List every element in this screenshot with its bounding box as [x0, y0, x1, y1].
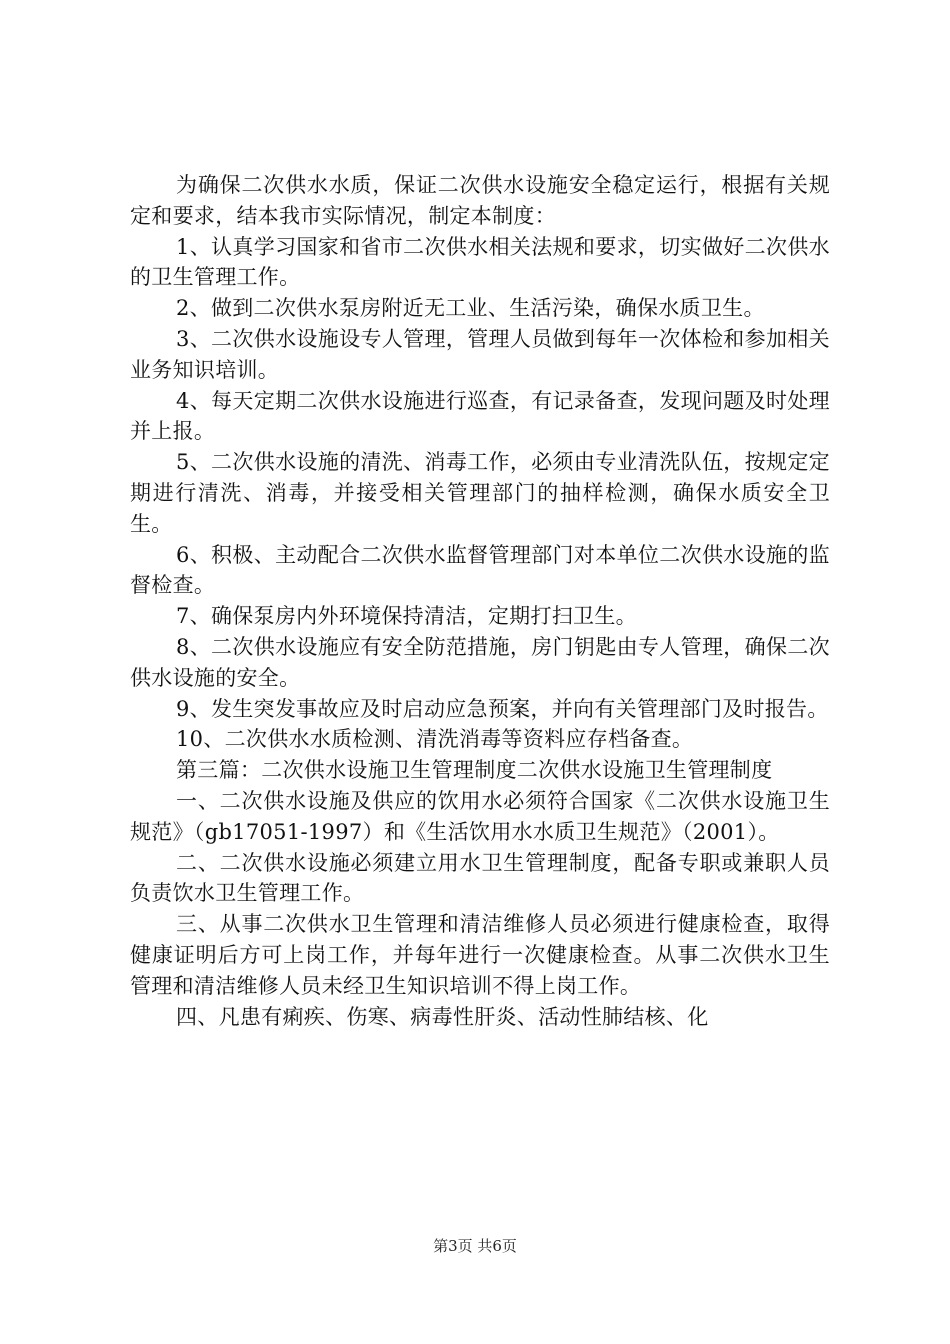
paragraph-intro: 为确保二次供水水质，保证二次供水设施安全稳定运行，根据有关规定和要求，结本我市实际情况，制定本制度： [130, 173, 830, 228]
paragraph-item-6: 6、积极、主动配合二次供水监督管理部门对本单位二次供水设施的监督检查。 [130, 542, 830, 598]
paragraph-item-3: 3、二次供水设施设专人管理，管理人员做到每年一次体检和参加相关业务知识培训。 [130, 326, 830, 382]
paragraph-item-8: 8、二次供水设施应有安全防范措施，房门钥匙由专人管理，确保二次供水设施的安全。 [130, 634, 830, 690]
paragraph-item-10: 10、二次供水水质检测、清洗消毒等资料应存档备查。 [176, 727, 694, 752]
paragraph-rule-4: 四、凡患有痢疾、伤寒、病毒性肝炎、活动性肺结核、化 [176, 1004, 709, 1029]
paragraph-rule-3: 三、从事二次供水卫生管理和清洁维修人员必须进行健康检查，取得健康证明后方可上岗工作，并每年进行一次健康检查。从事二次供水卫生管理和清洁维修人员未经卫生知识培训不得上岗工作。 [130, 912, 830, 998]
page-number-footer: 第3页 共6页 [433, 1237, 517, 1255]
paragraph-item-7: 7、确保泵房内外环境保持清洁，定期打扫卫生。 [176, 604, 637, 629]
paragraph-item-2: 2、做到二次供水泵房附近无工业、生活污染，确保水质卫生。 [176, 296, 765, 321]
paragraph-rule-2: 二、二次供水设施必须建立用水卫生管理制度，配备专职或兼职人员负责饮水卫生管理工作。 [130, 850, 830, 906]
document-body [130, 170, 830, 1032]
paragraph-item-4: 4、每天定期二次供水设施进行巡查，有记录备查，发现问题及时处理并上报。 [130, 388, 830, 444]
paragraph-rule-1: 一、二次供水设施及供应的饮用水必须符合国家《二次供水设施卫生规范》（gb17051-1997）和《生活饮用水水质卫生规范》（2001）。 [130, 788, 830, 844]
section-heading: 第三篇：二次供水设施卫生管理制度二次供水设施卫生管理制度 [176, 758, 773, 783]
paragraph-item-1: 1、认真学习国家和省市二次供水相关法规和要求，切实做好二次供水的卫生管理工作。 [130, 234, 830, 290]
paragraph-item-9: 9、发生突发事故应及时启动应急预案，并向有关管理部门及时报告。 [176, 696, 829, 721]
paragraph-item-5: 5、二次供水设施的清洗、消毒工作，必须由专业清洗队伍，按规定定期进行清洗、消毒，并接受相关管理部门的抽样检测，确保水质安全卫生。 [130, 450, 830, 536]
